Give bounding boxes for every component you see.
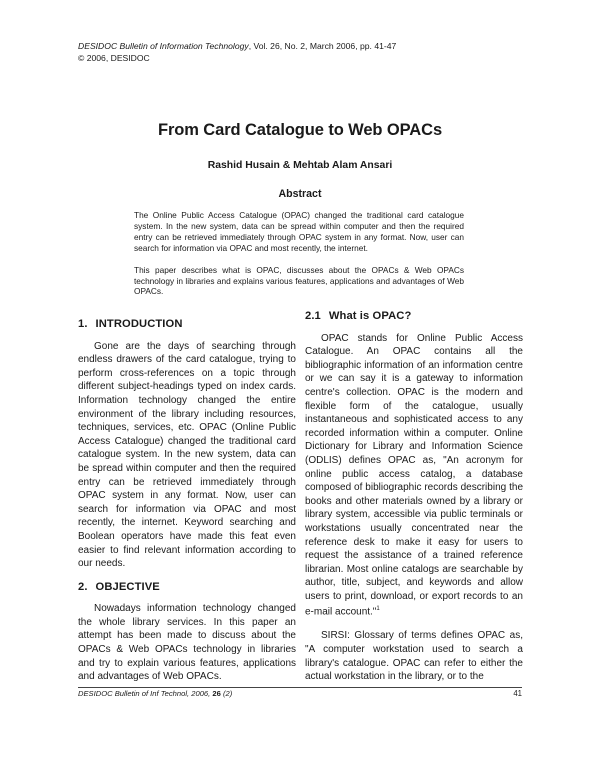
- right-column: [305, 310, 523, 684]
- section-heading-objective: [78, 581, 296, 595]
- footer-divider: [78, 687, 522, 688]
- introduction-paragraph: Gone are the days of searching through endless drawers of the card catalogue, trying to perform cross-references on a topic through different subject-headings typed on index cards. Information technology changed the entire environment of the library including resources, techniques, services, etc. OPAC (Online Public Access Catalogue) changed the traditional card catalogue system. In the new system, data can be spread within computer and then the required entry can be retrieved immediately through OPAC system in any format. Now, user can search for information via OPAC and most recently, the internet. Keyword searching and Boolean operators have made this feat even easier to find relevant information according to our needs.: [78, 340, 296, 570]
- section-number: 2.: [78, 580, 88, 593]
- copyright-line: © 2006, DESIDOC: [78, 53, 150, 63]
- journal-name: DESIDOC Bulletin of Information Technology: [78, 41, 249, 51]
- objective-paragraph: Nowadays information technology changed the whole library services. In this paper an attempt has been made to discuss about the OPACs & Web OPACs technology in libraries and try to explain various features, applications and advantages of Web OPACs.: [78, 603, 296, 683]
- page-number: 41: [513, 689, 522, 698]
- footer-volume: 26: [212, 689, 221, 698]
- footer-journal: DESIDOC Bulletin of Inf Technol: [78, 689, 188, 698]
- running-footer: [78, 689, 232, 698]
- running-header: [78, 40, 396, 64]
- footnote-reference: 1: [376, 606, 380, 613]
- citation-line: [78, 40, 396, 52]
- section-number: 2.1: [305, 310, 321, 322]
- footer-issue: (2): [220, 689, 233, 698]
- opac-definition-paragraph: [305, 332, 523, 620]
- paper-title: From Card Catalogue to Web OPACs: [157, 121, 443, 139]
- abstract-paragraph: The Online Public Access Catalogue (OPAC) changed the traditional card catalogue system. In the new system, data can be spread within computer and then the required entry can be retrieved immediately through OPAC system in any format. Now, user can search for information via OPAC and most recently, the internet.: [134, 210, 464, 253]
- abstract-heading: Abstract: [278, 188, 322, 200]
- section-number: 1.: [78, 318, 88, 330]
- sirsi-paragraph: SIRSI: Glossary of terms defines OPAC as, "A computer workstation used to search a library's catalogue. OPAC can refer to either the actual workstation in the library, or to the: [305, 630, 523, 683]
- opac-definition-text: OPAC stands for Online Public Access Catalogue. An OPAC contains all the bibliographic information of an information centre or we can say it is a gateway to information centre's collection. OPAC is the modern and flexible form of the catalogue, usually instantaneous and sophisticated access to any recorded information within a computer. Online Dictionary for Library and Information Science (ODLIS) defines OPAC as, "An acronym for online public access catalog, a database composed of bibliographic records describing the books and other materials owned by a library or library system, accessible via public terminals or workstations usually concentrated near the reference desk to make it easy for users to request the assistance of a trained reference librarian. Most online catalogs are searchable by author, title, subject, and keywords and allow users to print, download, or export records to an e-mail account.": [305, 332, 523, 618]
- abstract-paragraph: This paper describes what is OPAC, discusses about the OPACs & Web OPACs technology in libraries and explains various features, applications and advantages of Web OPACs.: [134, 264, 464, 297]
- footer-year: , 2006,: [187, 689, 213, 698]
- abstract-body: [134, 210, 464, 308]
- authors: Rashid Husain & Mehtab Alam Ansari: [207, 160, 393, 171]
- left-column: [78, 318, 296, 684]
- section-title: OBJECTIVE: [95, 580, 160, 593]
- citation-details: , Vol. 26, No. 2, March 2006, pp. 41-47: [248, 41, 397, 51]
- section-title: What is OPAC?: [328, 310, 412, 322]
- section-heading-what-is-opac: [305, 310, 523, 324]
- section-title: INTRODUCTION: [95, 318, 183, 330]
- section-heading-introduction: [78, 318, 296, 332]
